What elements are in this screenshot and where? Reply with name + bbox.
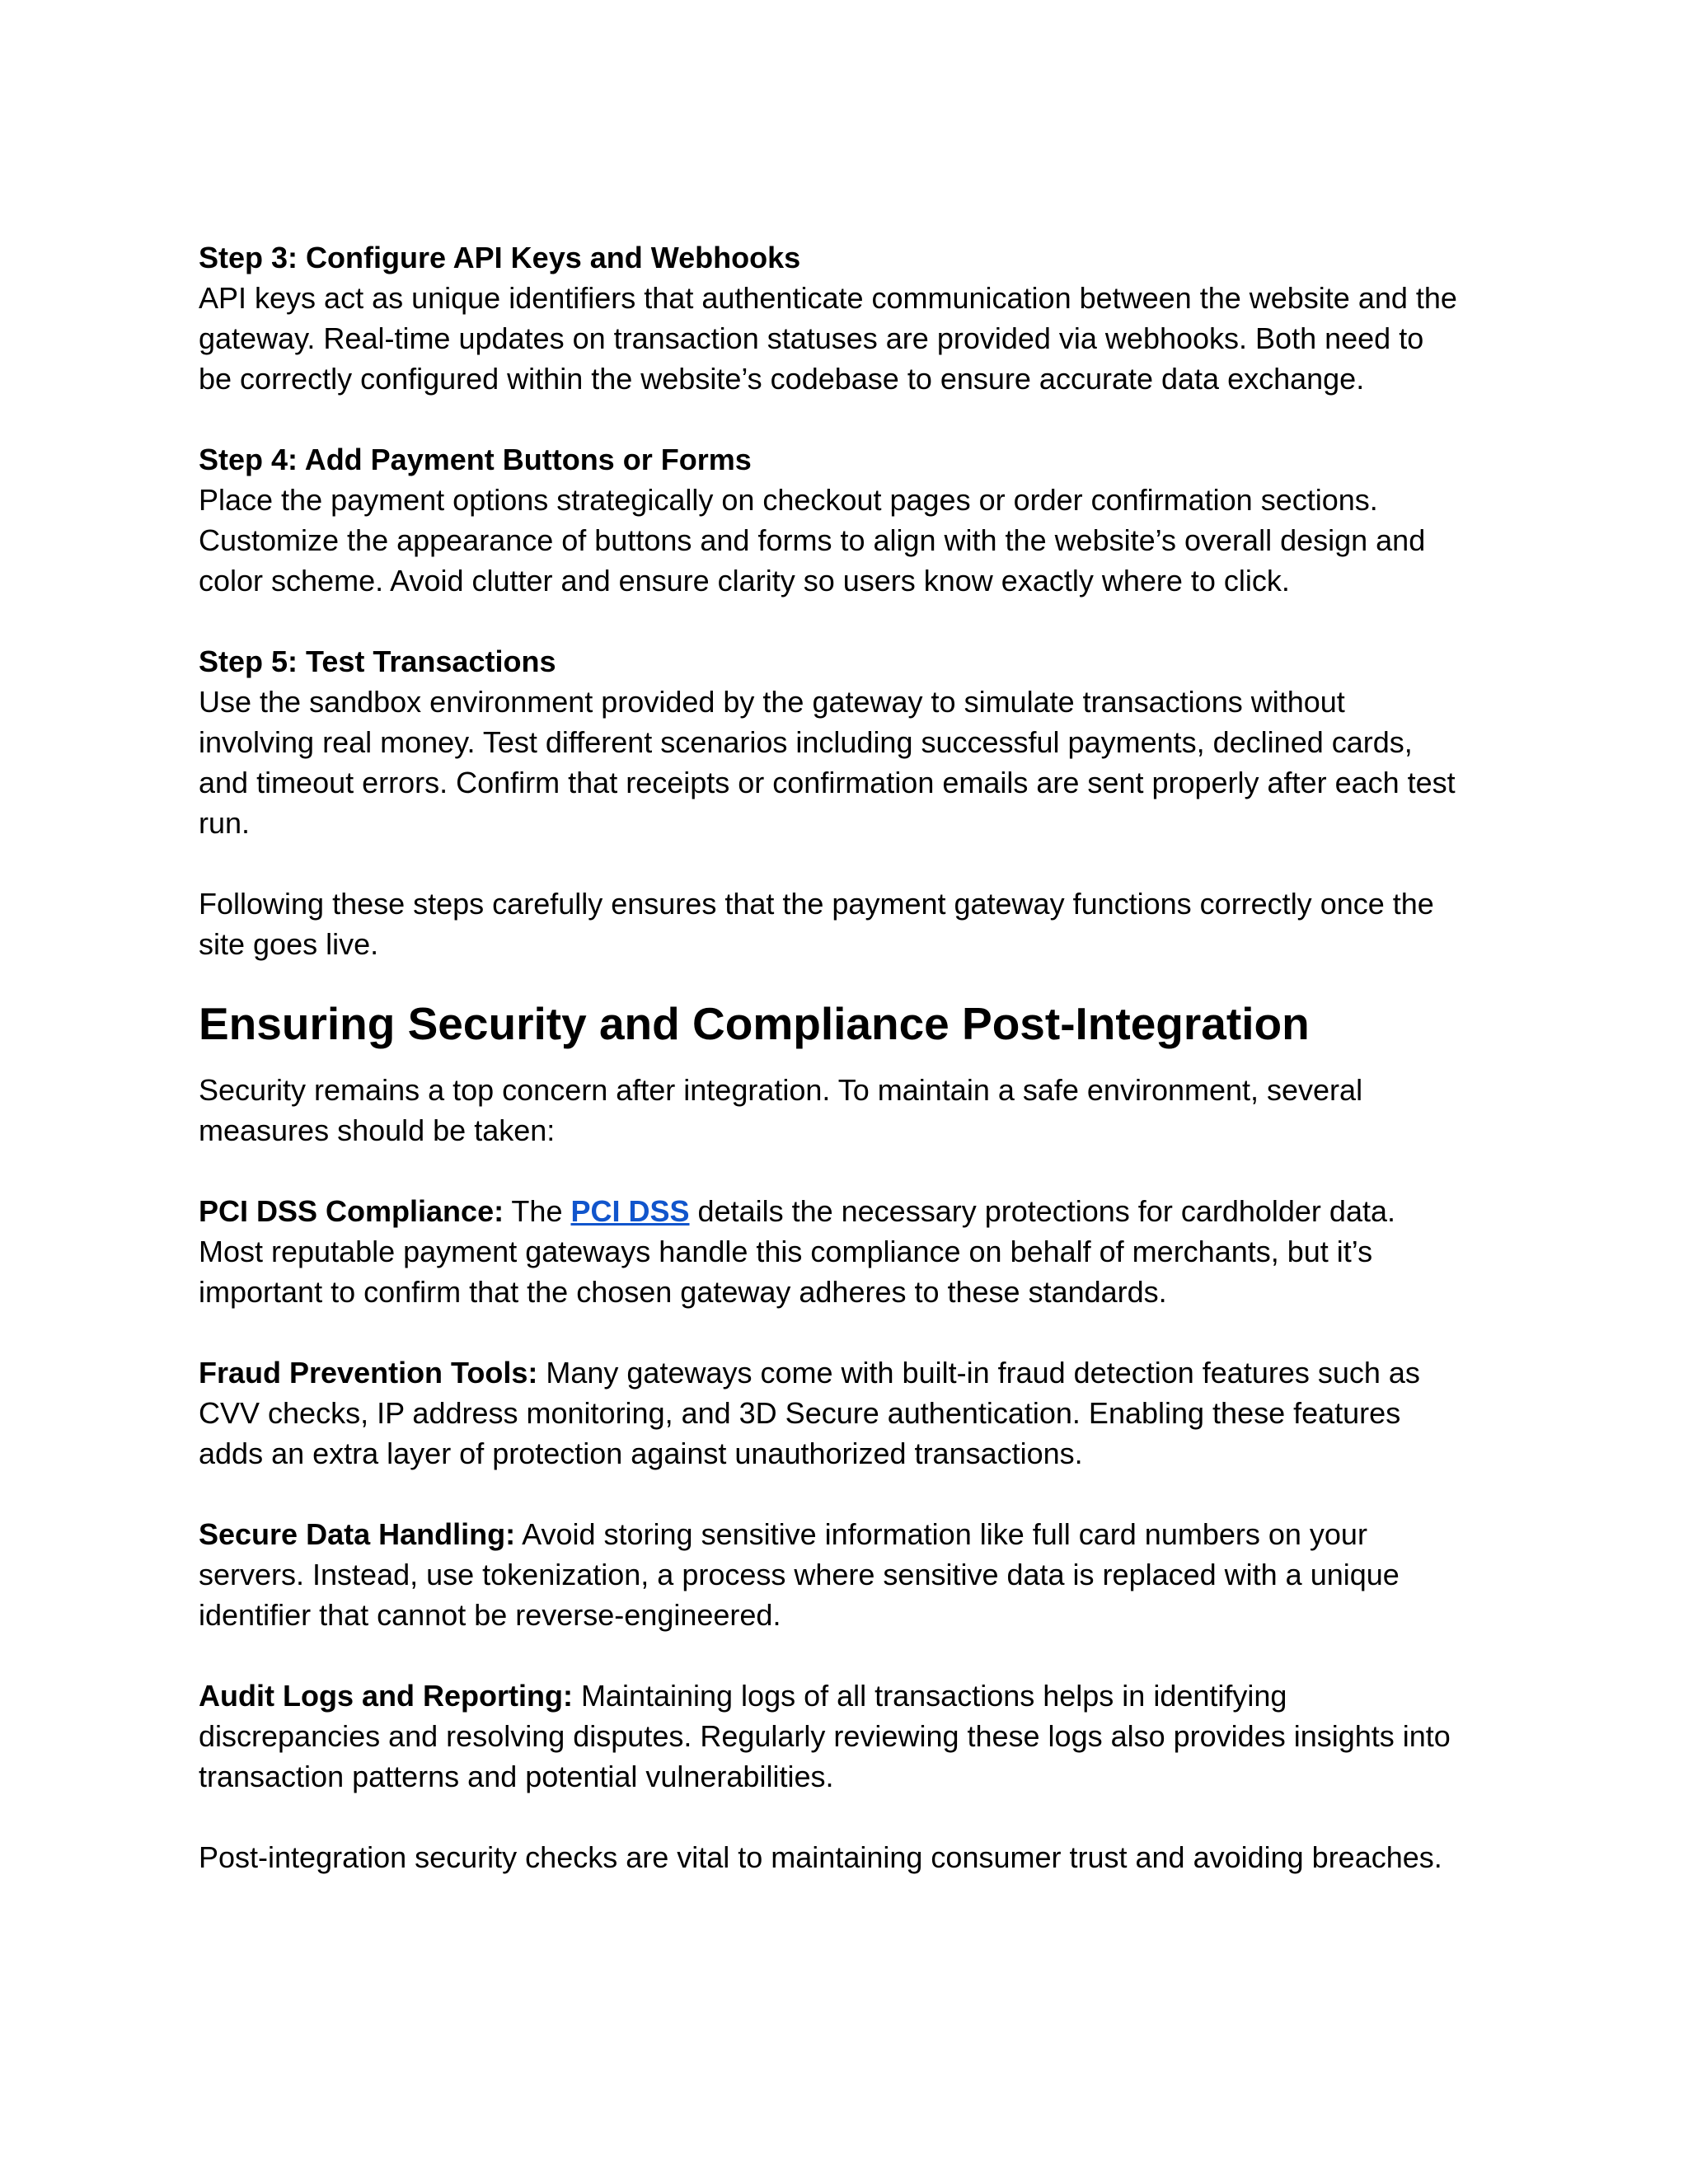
document-page [199, 237, 1501, 1877]
pci-line-3: important to confirm that the chosen gateway adheres to these standards. [199, 1275, 1167, 1309]
step-5-line-2: involving real money. Test different scenarios including successful payments, declined cards, [199, 725, 1413, 759]
audit-first-rest: Maintaining logs of all transactions helps in identifying [572, 1679, 1287, 1713]
audit-label: Audit Logs and Reporting: [199, 1679, 573, 1713]
intro-line-1: Security remains a top concern after integration. To maintain a safe environment, several [199, 1073, 1363, 1107]
step-4-line-1: Place the payment options strategically on checkout pages or order confirmation sections. [199, 483, 1378, 517]
step-5-line-3: and timeout errors. Confirm that receipts or confirmation emails are sent properly after each test [199, 766, 1456, 799]
step-4-section [199, 439, 1501, 601]
spacer [199, 399, 1501, 439]
fraud-line-1 [199, 1352, 1501, 1393]
secure-data-paragraph [199, 1514, 1501, 1635]
pci-line-2: Most reputable payment gateways handle this compliance on behalf of merchants, but it’s [199, 1235, 1373, 1268]
spacer [199, 1151, 1501, 1191]
audit-line-2: discrepancies and resolving disputes. Regularly reviewing these logs also provides insights into [199, 1719, 1451, 1753]
spacer [199, 1635, 1501, 1675]
pci-label: PCI DSS Compliance: [199, 1194, 504, 1228]
step-5-line-1: Use the sandbox environment provided by the gateway to simulate transactions without [199, 685, 1345, 719]
step-3-title: Step 3: Configure API Keys and Webhooks [199, 241, 801, 274]
data-line-2: servers. Instead, use tokenization, a process where sensitive data is replaced with a unique [199, 1558, 1400, 1591]
step-4-line-2: Customize the appearance of buttons and forms to align with the website’s overall design and [199, 523, 1426, 557]
spacer [199, 843, 1501, 883]
spacer [199, 1312, 1501, 1352]
spacer [199, 601, 1501, 641]
data-first-rest: Avoid storing sensitive information like full card numbers on your [515, 1517, 1367, 1551]
fraud-line-2: CVV checks, IP address monitoring, and 3D Secure authentication. Enabling these features [199, 1396, 1401, 1430]
step-3-line-2: gateway. Real-time updates on transaction statuses are provided via webhooks. Both need to [199, 321, 1424, 355]
spacer [199, 1474, 1501, 1514]
pci-line-1 [199, 1191, 1501, 1231]
fraud-line-3: adds an extra layer of protection against unauthorized transactions. [199, 1436, 1083, 1470]
step-3-line-1: API keys act as unique identifiers that authenticate communication between the website and the [199, 281, 1457, 315]
pci-dss-paragraph [199, 1191, 1501, 1312]
data-label: Secure Data Handling: [199, 1517, 516, 1551]
following-line-2: site goes live. [199, 927, 379, 961]
fraud-label: Fraud Prevention Tools: [199, 1356, 538, 1390]
step-4-title: Step 4: Add Payment Buttons or Forms [199, 443, 752, 476]
data-line-1 [199, 1514, 1501, 1554]
following-line-1: Following these steps carefully ensures that the payment gateway functions correctly once the [199, 887, 1434, 921]
step-5-section [199, 641, 1501, 843]
spacer [199, 1797, 1501, 1837]
step-4-line-3: color scheme. Avoid clutter and ensure clarity so users know exactly where to click. [199, 564, 1290, 598]
data-line-3: identifier that cannot be reverse-engineered. [199, 1598, 781, 1632]
step-3-line-3: be correctly configured within the website’s codebase to ensure accurate data exchange. [199, 362, 1365, 396]
intro-line-2: measures should be taken: [199, 1113, 556, 1147]
pci-dss-link[interactable]: PCI DSS [570, 1194, 690, 1228]
fraud-paragraph [199, 1352, 1501, 1474]
section-heading: Ensuring Security and Compliance Post-Integration [199, 998, 1310, 1049]
step-5-line-4: run. [199, 806, 251, 840]
pci-post-link: details the necessary protections for cardholder data. [689, 1194, 1395, 1228]
audit-line-1 [199, 1675, 1501, 1716]
fraud-first-rest: Many gateways come with built-in fraud detection features such as [537, 1356, 1420, 1390]
pci-pre-link: The [504, 1194, 571, 1228]
step-3-section [199, 237, 1501, 399]
audit-paragraph [199, 1675, 1501, 1797]
step-5-title: Step 5: Test Transactions [199, 644, 556, 678]
closing-line: Post-integration security checks are vital to maintaining consumer trust and avoiding breaches. [199, 1840, 1442, 1874]
security-intro [199, 1070, 1501, 1151]
audit-line-3: transaction patterns and potential vulnerabilities. [199, 1760, 834, 1793]
following-paragraph [199, 883, 1501, 964]
